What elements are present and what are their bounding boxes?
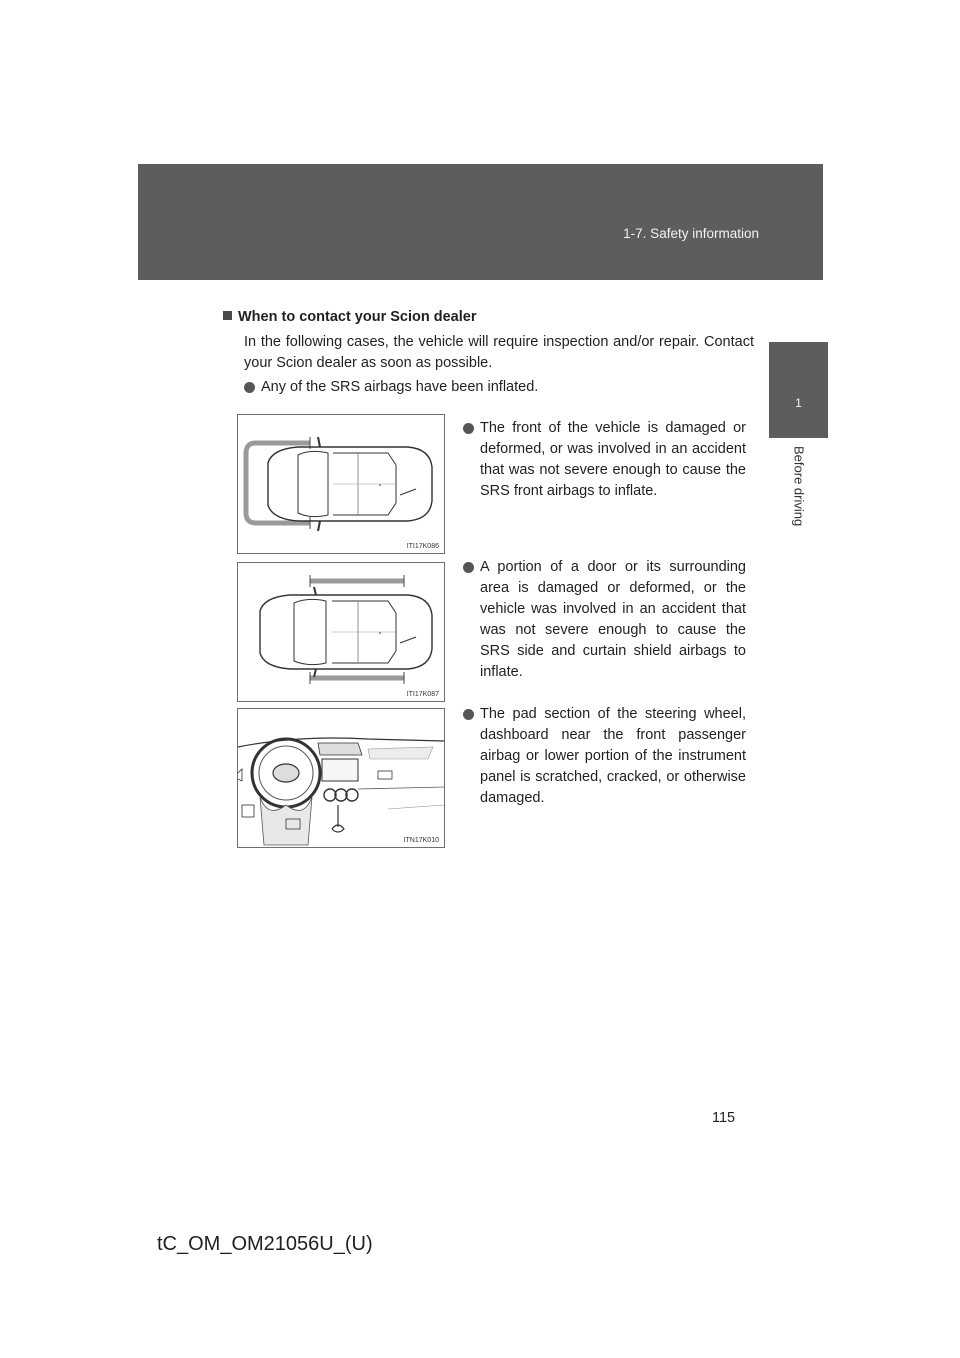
intro-paragraph: In the following cases, the vehicle will require inspection and/or repair. Contact your Scion dealer as soon as possible. xyxy=(244,334,754,371)
bullet-text: A portion of a door or its surrounding area is damaged or deformed, or the vehicle was involved in an accident that was not severe enough to cause the SRS side and curtain shield airbags to inflate. xyxy=(480,559,746,680)
bullet-item-1 xyxy=(261,377,741,398)
figure-code: ITN17K010 xyxy=(403,837,439,844)
chapter-number: 1 xyxy=(795,396,802,410)
bullet-dot-icon xyxy=(463,423,474,434)
bullet-text: The front of the vehicle is damaged or deformed, or was involved in an accident that was not severe enough to cause the SRS front airbags to inflate. xyxy=(480,420,746,499)
bullet-text: Any of the SRS airbags have been inflated. xyxy=(261,379,539,395)
page-number: 115 xyxy=(712,1110,736,1126)
dashboard-interior-icon xyxy=(238,709,444,847)
figure-side-impact xyxy=(237,562,445,702)
car-top-view-front-icon xyxy=(238,415,444,553)
square-bullet-icon xyxy=(223,311,232,320)
bullet-item-2 xyxy=(480,418,746,502)
bullet-dot-icon xyxy=(463,709,474,720)
figure-code: ITI17K087 xyxy=(406,691,439,698)
figure-dashboard xyxy=(237,708,445,848)
bullet-item-4 xyxy=(480,704,746,809)
bullet-item-3 xyxy=(480,557,746,683)
chapter-title: Before driving xyxy=(791,446,807,527)
car-top-view-side-icon xyxy=(238,563,444,701)
bullet-text: The pad section of the steering wheel, dashboard near the front passenger airbag or lower portion of the instrument panel is scratched, cracked, or otherwise damaged. xyxy=(480,706,746,806)
document-code: tC_OM_OM21056U_(U) xyxy=(157,1233,373,1255)
chapter-tab xyxy=(769,342,828,438)
figure-front-impact xyxy=(237,414,445,554)
section-heading xyxy=(223,309,476,325)
bullet-dot-icon xyxy=(463,562,474,573)
section-title: 1-7. Safety information xyxy=(623,226,759,241)
bullet-dot-icon xyxy=(244,382,255,393)
header-band xyxy=(138,164,823,280)
figure-code: ITI17K086 xyxy=(406,543,439,550)
heading-text: When to contact your Scion dealer xyxy=(238,309,477,325)
